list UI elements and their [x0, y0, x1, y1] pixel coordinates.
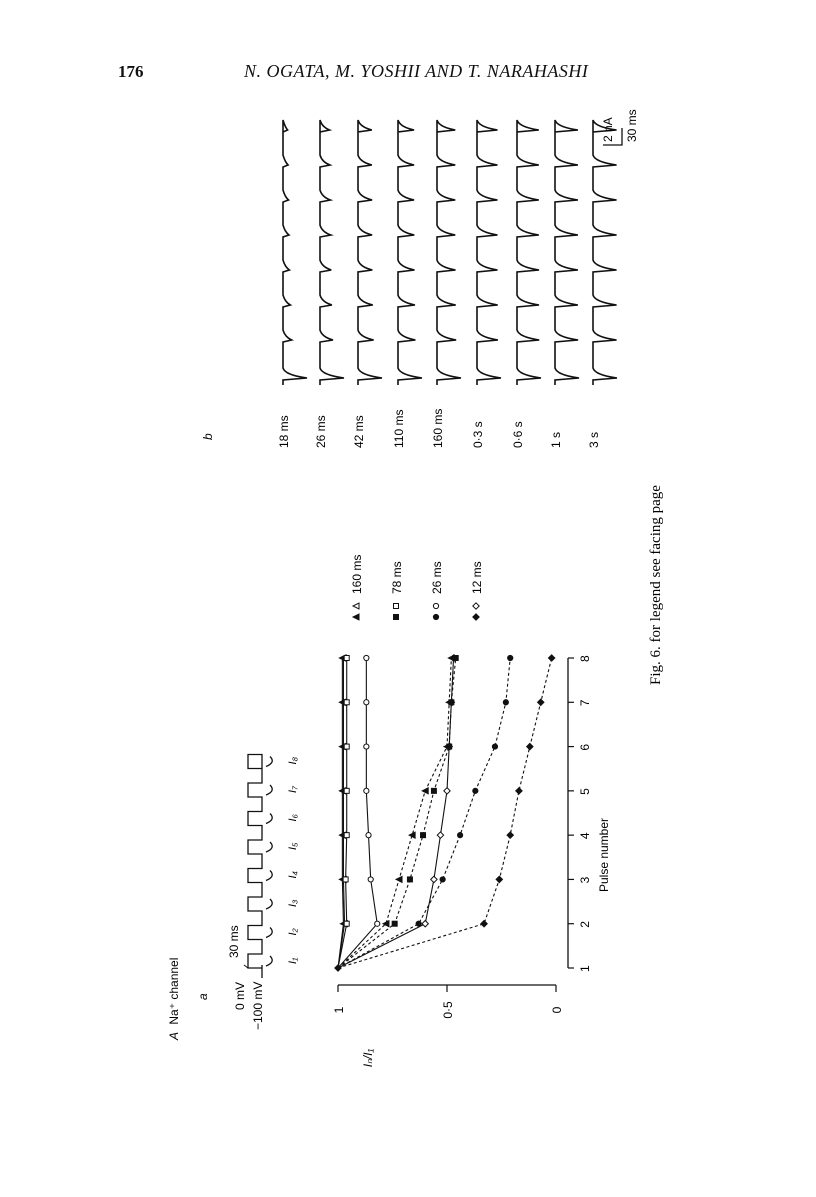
data-point — [473, 788, 478, 793]
legend-open-marker — [433, 603, 438, 608]
x-tick-label-2: 2 — [578, 921, 592, 928]
current-label-3: I₃ — [287, 899, 299, 907]
y-tick-label: 0 — [550, 1006, 564, 1014]
current-label-6: I₆ — [287, 814, 299, 822]
data-point — [396, 876, 402, 882]
protocol-v-bottom: −100 mV — [251, 981, 265, 1030]
legend-filled-marker — [394, 615, 399, 620]
trace-row-label: 110 ms — [392, 409, 406, 448]
data-point — [344, 656, 349, 661]
data-point — [431, 788, 436, 793]
legend-item — [390, 561, 404, 619]
current-label-8: I₈ — [287, 756, 299, 765]
data-point — [344, 744, 349, 749]
trace-row — [517, 120, 541, 385]
data-point — [516, 788, 522, 794]
x-tick-label-1: 1 — [578, 965, 592, 972]
legend-label: 26 ms — [430, 561, 444, 594]
svg-text:A Na⁺ channel — [167, 958, 181, 1041]
current-response-5 — [266, 842, 272, 852]
current-response-8 — [266, 757, 272, 767]
data-point — [527, 743, 533, 749]
current-label-2: I₂ — [287, 928, 299, 936]
data-point — [422, 788, 428, 794]
trace-row-label: 18 ms — [277, 415, 291, 448]
data-point — [448, 655, 454, 661]
data-point — [392, 921, 397, 926]
legend-item — [350, 555, 364, 620]
data-point — [492, 744, 497, 749]
data-point — [364, 700, 369, 705]
trace-row — [593, 120, 617, 385]
running-head: N. OGATA, M. YOSHII AND T. NARAHASHI — [244, 61, 589, 81]
current-response-4 — [266, 871, 272, 881]
data-point — [496, 876, 502, 882]
legend-filled-marker — [433, 614, 438, 619]
current-response-6 — [266, 814, 272, 824]
current-response-1 — [266, 956, 272, 966]
current-label-1: I₁ — [287, 957, 299, 964]
x-tick-label-8: 8 — [578, 655, 592, 662]
panel-a-title: Na⁺ channel — [167, 957, 181, 1025]
trace-row-label: 26 ms — [314, 415, 328, 448]
trace-row-label: 42 ms — [352, 415, 366, 448]
panel-b — [201, 109, 639, 448]
data-point — [548, 655, 554, 661]
data-point — [422, 921, 428, 927]
x-axis-label: Pulse number — [597, 817, 611, 893]
trace-row-label: 0·3 s — [471, 421, 485, 448]
data-point — [440, 877, 445, 882]
data-point — [366, 833, 371, 838]
x-tick-label-5: 5 — [578, 788, 592, 795]
legend-label: 78 ms — [390, 561, 404, 594]
panel-b-sub: b — [201, 433, 215, 440]
trace-row-label: 1 s — [549, 431, 563, 448]
data-point — [421, 833, 426, 838]
series-line-8 — [338, 658, 552, 968]
series-line-1 — [338, 658, 343, 968]
data-point — [481, 921, 487, 927]
data-point — [437, 832, 443, 838]
scale-current: 2 nA — [601, 117, 615, 142]
legend-label: 12 ms — [470, 561, 484, 594]
pulse-train — [248, 755, 262, 979]
trace-row — [437, 120, 461, 385]
data-point — [364, 744, 369, 749]
trace-row — [283, 120, 307, 385]
data-point — [344, 700, 349, 705]
x-tick-label-6: 6 — [578, 743, 592, 751]
x-tick-label-7: 7 — [578, 699, 592, 707]
trace-row-label: 0·6 s — [511, 421, 525, 448]
trace-row — [477, 120, 501, 385]
data-point — [409, 832, 415, 838]
y-tick-label: 1 — [332, 1006, 346, 1014]
data-point — [343, 877, 348, 882]
legend-filled-marker — [473, 614, 479, 620]
panel-a-header — [167, 958, 210, 1041]
figure-caption: Fig. 6. for legend see facing page — [648, 485, 664, 685]
data-point — [431, 876, 437, 882]
panel-a-sub: a — [196, 993, 210, 1000]
x-tick-label-3: 3 — [578, 876, 592, 884]
trace-row-label: 3 s — [587, 431, 601, 448]
data-point — [364, 788, 369, 793]
data-point — [344, 788, 349, 793]
data-point — [538, 699, 544, 705]
current-response-2 — [266, 928, 272, 938]
data-point — [508, 655, 513, 660]
data-point — [368, 877, 373, 882]
data-point — [344, 833, 349, 838]
data-point — [375, 921, 380, 926]
data-point — [364, 655, 369, 660]
current-response-3 — [266, 899, 272, 909]
data-point — [444, 788, 450, 794]
data-point — [507, 832, 513, 838]
y-axis-label: Iₙ/I₁ — [361, 1048, 375, 1068]
series-5 — [338, 656, 458, 969]
current-label-5: I₅ — [287, 842, 299, 850]
trace-row — [555, 120, 579, 385]
current-response-7 — [266, 785, 272, 795]
data-point — [457, 833, 462, 838]
legend-open-marker — [473, 603, 479, 609]
voltage-protocol — [227, 755, 299, 1031]
legend-open-marker — [353, 603, 359, 609]
data-point — [344, 921, 349, 926]
legend-open-marker — [394, 604, 399, 609]
data-point — [416, 921, 421, 926]
legend-label: 160 ms — [350, 554, 364, 594]
panel-a-letter: A — [167, 1031, 181, 1040]
protocol-v-top: 0 mV — [233, 981, 247, 1010]
scale-time: 30 ms — [625, 109, 639, 142]
chart-a — [332, 655, 611, 1067]
page-number: 176 — [118, 62, 144, 81]
chart-legend — [350, 555, 484, 621]
y-tick-label: 0·5 — [441, 1001, 455, 1019]
current-label-4: I₄ — [287, 871, 299, 879]
current-label-7: I₇ — [287, 786, 299, 793]
data-point — [407, 877, 412, 882]
legend-item — [430, 561, 444, 619]
trace-row — [320, 120, 344, 385]
legend-filled-marker — [353, 614, 359, 620]
x-tick-label-4: 4 — [578, 832, 592, 840]
trace-row-label: 160 ms — [431, 408, 445, 448]
trace-row — [398, 120, 422, 385]
legend-item — [470, 561, 484, 620]
data-point — [503, 700, 508, 705]
trace-row — [358, 120, 382, 385]
protocol-duration: 30 ms — [227, 925, 241, 958]
